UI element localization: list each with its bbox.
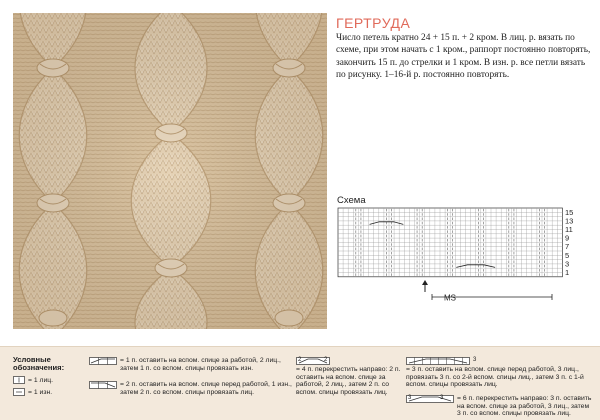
pattern-title: ГЕРТРУДА bbox=[336, 15, 411, 31]
symbol-digit-3: 3 bbox=[473, 357, 477, 363]
schema-label: Схема bbox=[337, 195, 366, 206]
legend-cable3-front: = 3 п. оставить на вспом. спице перед работой, 3 лиц., провязать 3 п. со 2-й вспом. спицы лиц., затем 3 п. с 1-й вспом. спицы провязать лиц. bbox=[406, 366, 584, 389]
cable2-front-symbol bbox=[89, 381, 117, 389]
row-number-15: 15 bbox=[565, 207, 574, 217]
symbol-digit-3a: 3 bbox=[408, 395, 412, 401]
legend-purl: = 1 изн. bbox=[28, 388, 53, 396]
row-number-3: 3 bbox=[565, 259, 570, 269]
row-number-11: 11 bbox=[565, 225, 573, 234]
knitted-sample-photo bbox=[13, 13, 327, 329]
symbol-digit-3b: 3 bbox=[440, 395, 444, 401]
legend-knit: = 1 лиц. bbox=[28, 376, 54, 384]
symbol-digit-2a: 2 bbox=[298, 357, 302, 363]
symbol-digit-2b: 2 bbox=[324, 357, 328, 363]
rapport-label: MS bbox=[444, 293, 456, 302]
row-number-13: 13 bbox=[565, 216, 574, 226]
row-number-1: 1 bbox=[565, 268, 570, 277]
cable6-right-symbol bbox=[406, 395, 454, 403]
legend-cable4-right: = 4 п. перекрестить направо: 2 п. оставить на вспом. спице за работой, 2 лиц., затем 2 п. со вспом. спицы провязать лиц. bbox=[296, 366, 401, 396]
cable3-front-symbol bbox=[406, 357, 470, 365]
pattern-description: Число петель кратно 24 + 15 п. + 2 кром. В лиц. р. вязать по схеме, при этом начать с 1 кром., раппорт постоянно повторять, закончить 15 п. до стрелки и 1 кром. В изн. р. все петли вязать по рисунку. 1–16-й р. постоянно повторять. bbox=[336, 33, 591, 81]
knitting-chart bbox=[336, 206, 596, 302]
legend-cable2-front: = 2 п. оставить на вспом. спице перед работой, 1 изн., затем 2 п. со вспом. спицы провязать лиц. bbox=[120, 381, 292, 396]
knit-symbol bbox=[13, 376, 25, 384]
knit-texture bbox=[13, 13, 327, 329]
legend-panel bbox=[0, 346, 600, 420]
rapport-arrow bbox=[422, 280, 552, 300]
purl-symbol bbox=[13, 388, 25, 396]
row-number-5: 5 bbox=[565, 250, 570, 260]
chart-grid bbox=[338, 208, 562, 277]
legend-cable2-back: = 1 п. оставить на вспом. спице за работой, 2 лиц., затем 1 п. со вспом. спицы провязать изн. bbox=[120, 357, 281, 372]
row-number-9: 9 bbox=[565, 233, 570, 243]
cable2-back-symbol bbox=[89, 357, 117, 365]
chart-row-numbers bbox=[565, 208, 573, 277]
legend-heading: Условные обозначения: bbox=[13, 355, 65, 373]
legend-cable6-right: = 6 п. перекрестить направо: 3 п. оставить на вспом. спице за работой, 3 лиц., затем 3 п. со вспом. спицы провязать лиц. bbox=[457, 395, 592, 418]
row-number-7: 7 bbox=[565, 242, 570, 252]
